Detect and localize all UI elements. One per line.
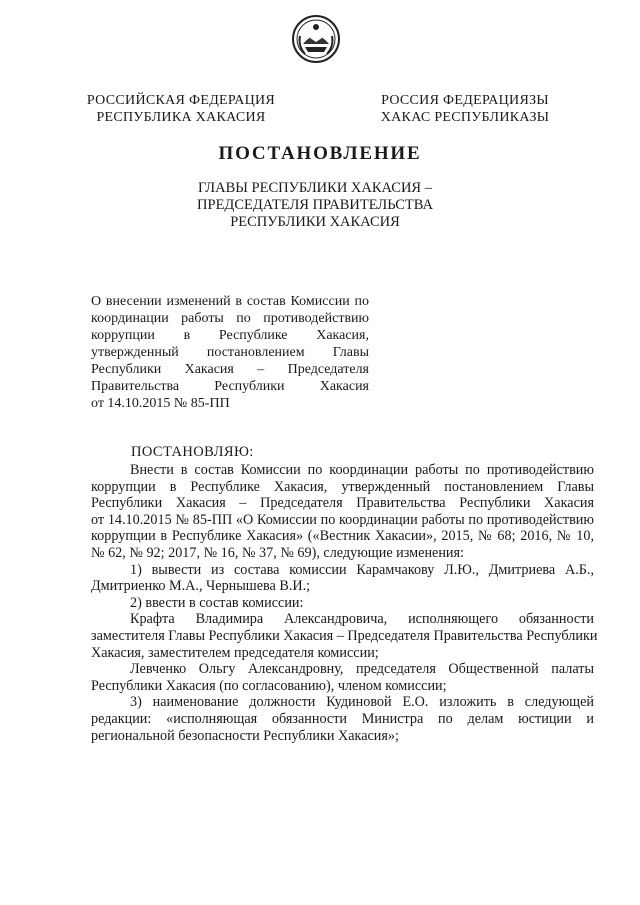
- subject-line: Республики Хакасия – Председателя: [91, 362, 369, 377]
- subject-line: утвержденный постановлением Главы: [91, 345, 369, 360]
- document-type-title: ПОСТАНОВЛЕНИЕ: [218, 143, 422, 164]
- body-line: Дмитриенко М.А., Чернышева В.И.;: [91, 578, 311, 595]
- body-line: Крафта Владимира Александровича, исполняющего обязанности: [130, 611, 594, 628]
- body-line: заместителя Главы Республики Хакасия – Председателя Правительства Республики: [91, 627, 598, 644]
- issuer-line-3: РЕСПУБЛИКИ ХАКАСИЯ: [230, 214, 400, 230]
- issuer-line-2: ПРЕДСЕДАТЕЛЯ ПРАВИТЕЛЬСТВА: [197, 197, 433, 213]
- header-left-line-2: РЕСПУБЛИКА ХАКАСИЯ: [96, 110, 266, 125]
- body-line: редакции: «исполняющая обязанности Министра по делам юстиции и: [91, 710, 594, 727]
- subject-line: коррупции в Республике Хакасия,: [91, 328, 369, 343]
- subject-line: от 14.10.2015 № 85-ПП: [91, 396, 230, 411]
- coat-of-arms-emblem: [291, 14, 341, 64]
- subject-line: О внесении изменений в состав Комиссии по: [91, 294, 369, 309]
- body-line: 1) вывести из состава комиссии Карамчакову Л.Ю., Дмитриева А.Б.,: [130, 561, 594, 578]
- body-line: от 14.10.2015 № 85-ПП «О Комиссии по координации работы по противодействию: [91, 511, 594, 528]
- body-line: № 62, № 92; 2017, № 16, № 37, № 69), следующие изменения:: [91, 544, 464, 561]
- subject-line: координации работы по противодействию: [91, 311, 369, 326]
- subject-block: [91, 293, 369, 412]
- header-right-line-1: РОССИЯ ФЕДЕРАЦИЯЗЫ: [381, 93, 549, 108]
- decree-word: ПОСТАНОВЛЯЮ:: [131, 444, 254, 460]
- body-line: коррупции в Республике Хакасия» («Вестник Хакасии», 2015, № 68; 2016, № 10,: [91, 528, 594, 545]
- body-line: коррупции в Республике Хакасия, утвержденный постановлением Главы: [91, 478, 594, 495]
- issuer-block: [150, 180, 480, 231]
- body-line: Республики Хакасия – Председателя Правительства Республики Хакасия: [91, 495, 594, 512]
- body-line: Левченко Ольгу Александровну, председателя Общественной палаты: [130, 661, 594, 678]
- body-line: 2) ввести в состав комиссии:: [130, 594, 304, 611]
- header-right-line-2: ХАКАС РЕСПУБЛИКАЗЫ: [380, 110, 550, 125]
- body-line: Хакасия, заместителем председателя комиссии;: [91, 644, 379, 661]
- document-body: [91, 462, 598, 744]
- body-line: 3) наименование должности Кудиновой Е.О. изложить в следующей: [130, 694, 594, 711]
- body-line: Республики Хакасия (по согласованию), членом комиссии;: [91, 677, 447, 694]
- header-left: [86, 92, 276, 126]
- body-line: Внести в состав Комиссии по координации работы по противодействию: [130, 462, 594, 478]
- header-right: [380, 92, 550, 126]
- issuer-line-1: ГЛАВЫ РЕСПУБЛИКИ ХАКАСИЯ –: [198, 180, 432, 196]
- subject-line: Правительства Республики Хакасия: [91, 379, 369, 394]
- body-line: региональной безопасности Республики Хакасия»;: [91, 727, 399, 744]
- header-left-line-1: РОССИЙСКАЯ ФЕДЕРАЦИЯ: [86, 93, 276, 108]
